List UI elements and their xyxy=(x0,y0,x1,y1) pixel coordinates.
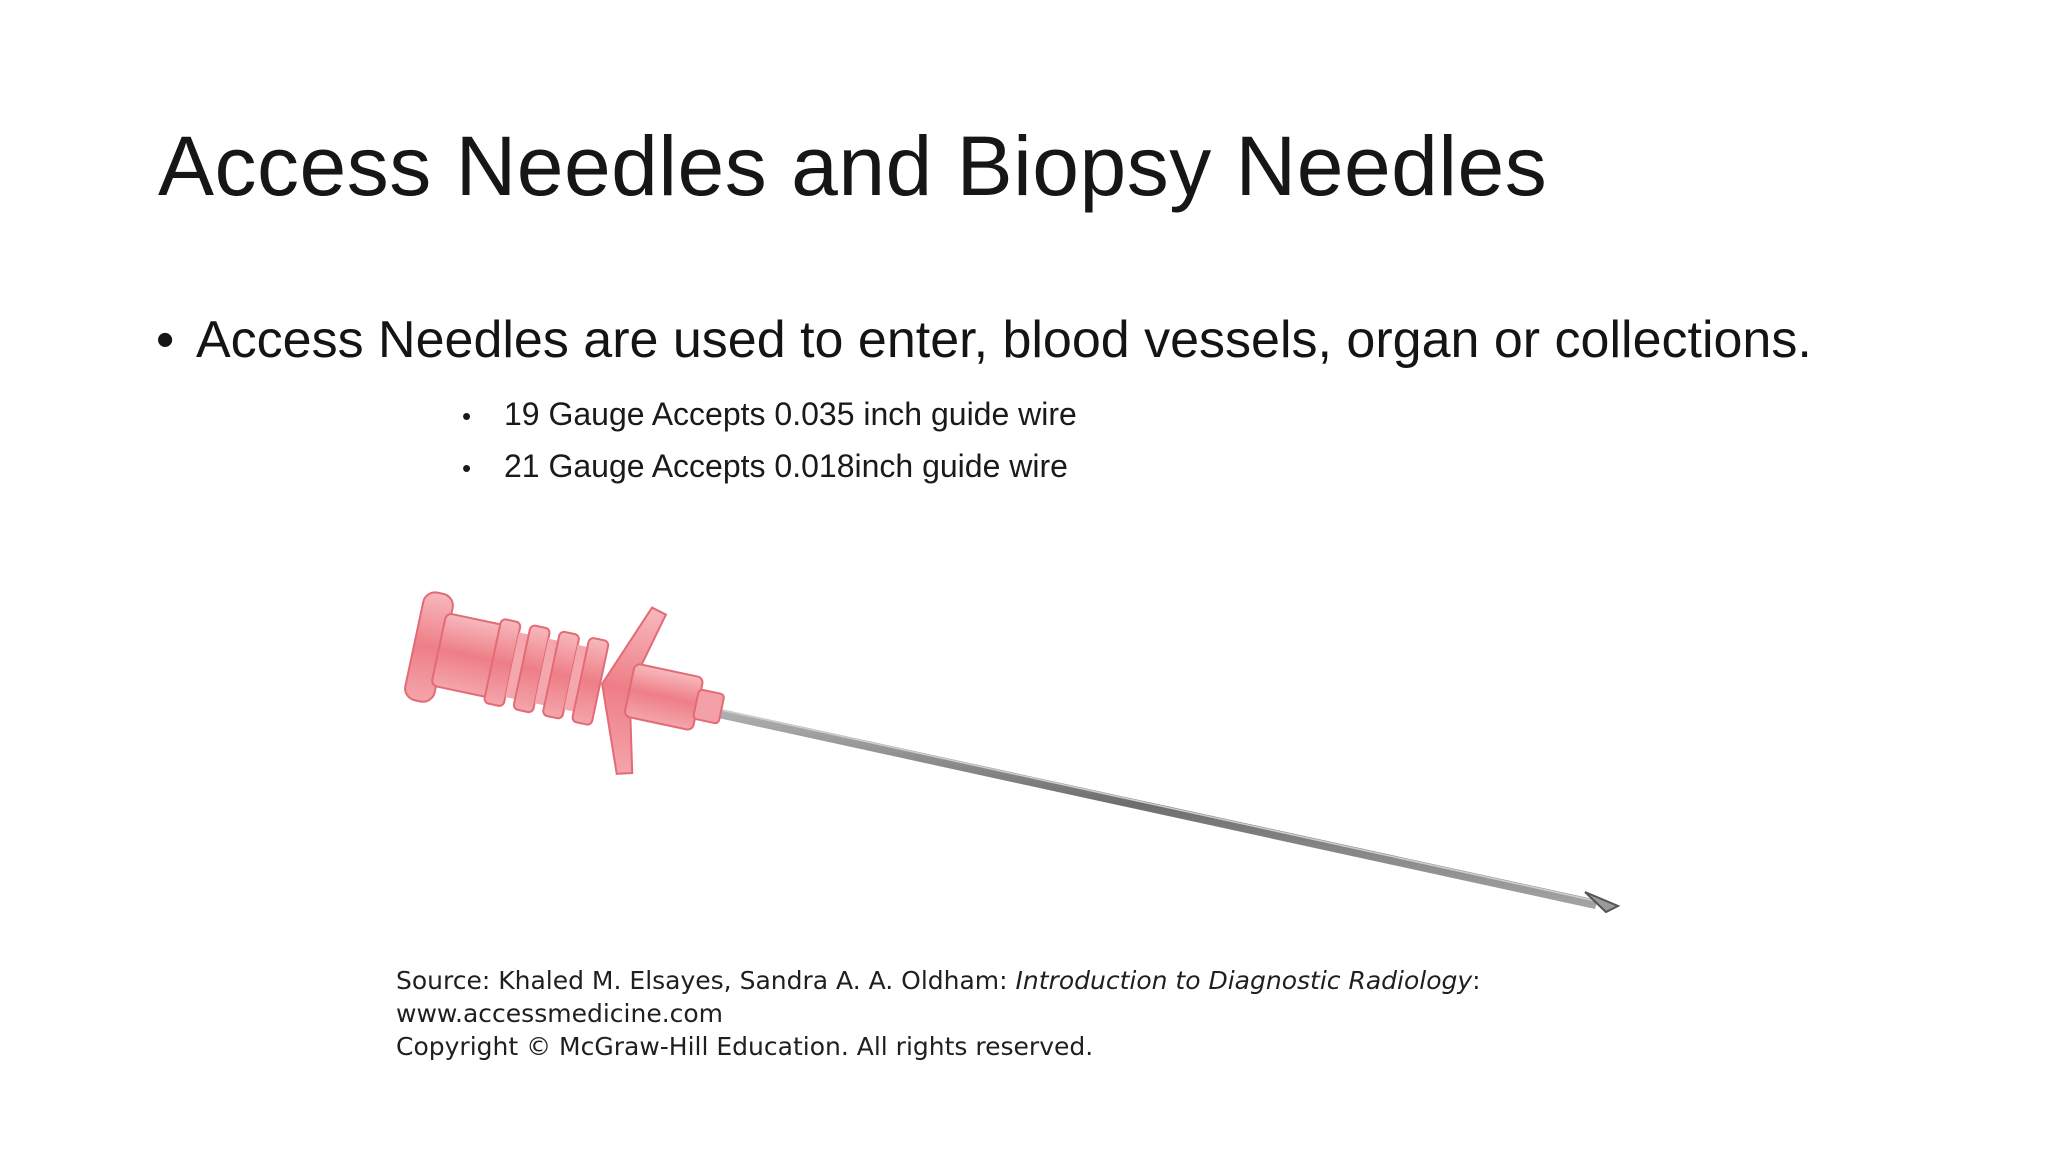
sub-bullet-text: 19 Gauge Accepts 0.035 inch guide wire xyxy=(504,396,1077,432)
needle-shaft xyxy=(677,700,1618,912)
caption-copyright: Copyright © McGraw-Hill Education. All rights reserved. xyxy=(396,1032,1094,1061)
main-bullet-text: Access Needles are used to enter, blood vessels, organ or collections. xyxy=(196,311,1812,369)
main-bullet xyxy=(156,310,1812,370)
caption-source-suffix: : xyxy=(1472,966,1481,995)
caption-url: www.accessmedicine.com xyxy=(396,999,724,1028)
sub-bullet-text: 21 Gauge Accepts 0.018inch guide wire xyxy=(504,448,1068,484)
needle-hub xyxy=(397,561,739,793)
caption-source-line xyxy=(396,964,1481,997)
sub-bullet-list xyxy=(462,388,1077,492)
caption-book-title: Introduction to Diagnostic Radiology xyxy=(1015,966,1473,995)
bullet-marker: • xyxy=(156,311,175,369)
slide-title: Access Needles and Biopsy Needles xyxy=(158,119,1548,213)
access-needle-illustration xyxy=(380,560,1640,960)
sub-bullet-item xyxy=(462,440,1077,492)
figure-caption xyxy=(396,964,1481,1063)
caption-source-prefix: Source: Khaled M. Elsayes, Sandra A. A. Oldham: xyxy=(396,966,1016,995)
sub-bullet-item xyxy=(462,388,1077,440)
sub-bullet-marker: • xyxy=(462,453,472,483)
sub-bullet-marker: • xyxy=(462,401,472,431)
